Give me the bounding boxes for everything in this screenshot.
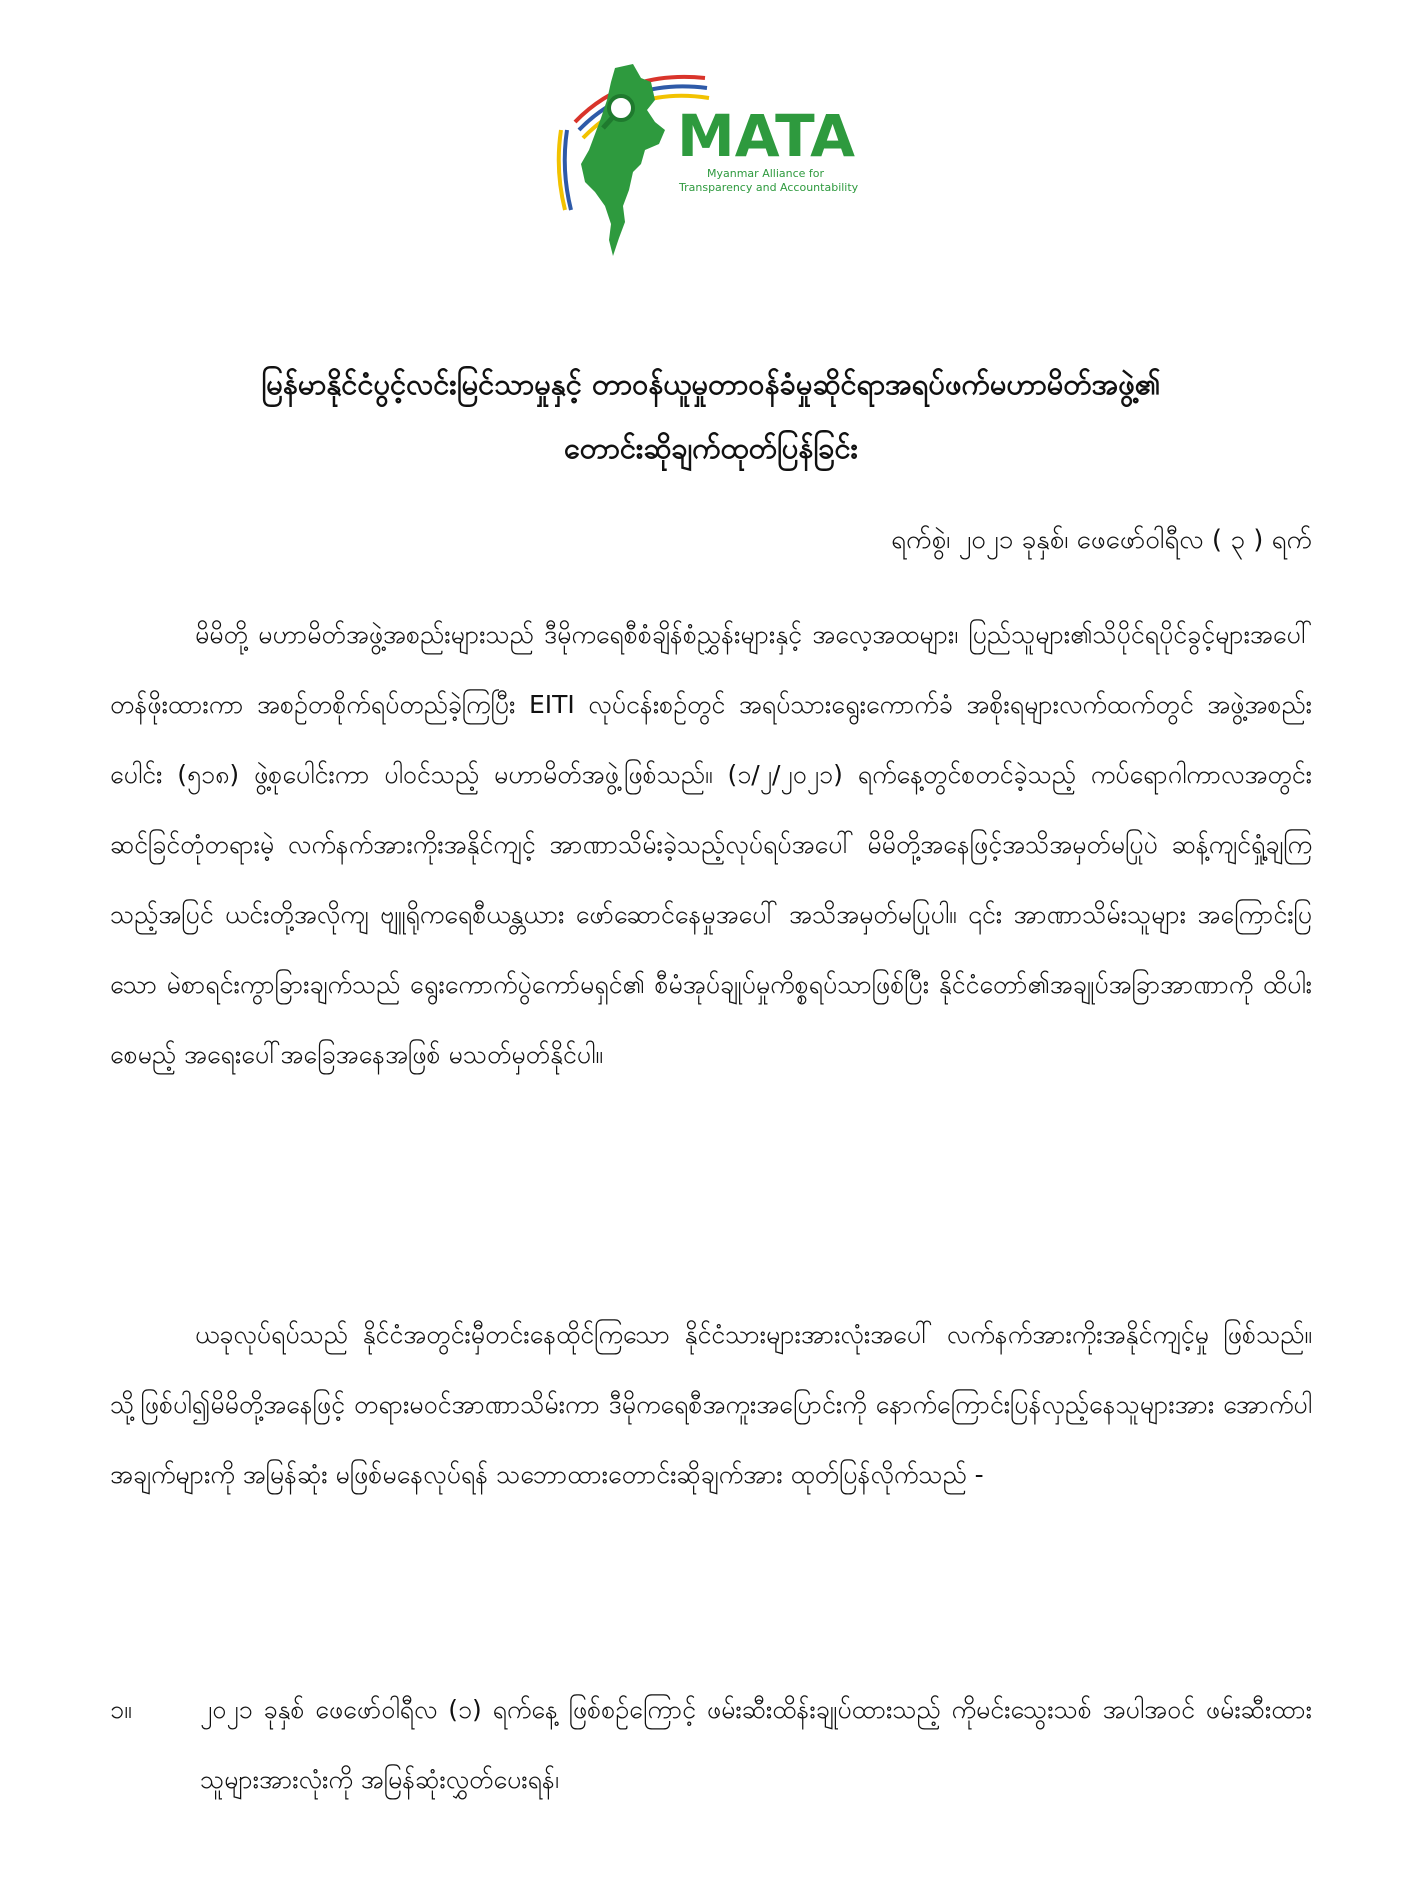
paragraph-2: ယခုလုပ်ရပ်သည် နိုင်ငံအတွင်းမှီတင်းနေထိုင်ကြသော နိုင်ငံသားများအားလုံးအပေါ် လက်နက်အားကိုးအနိုင်ကျင့်မှု ဖြစ်သည်။ သို့ဖြစ်ပါ၍မိမိတို့အနေဖြင့် တရားမဝင်အာဏာသိမ်းကာ ဒီမိုကရေစီအကူးအပြောင်းကို နောက်ကြောင်းပြန်လှည့်နေသူများအား အောက်ပါအချက်များကို အမြန်ဆုံး မဖြစ်မနေလုပ်ရန် သဘောထားတောင်းဆိုချက်အား ထုတ်ပြန်လိုက်သည် -: [110, 1320, 1312, 1489]
document-title: [100, 352, 1322, 480]
logo-tagline-2: Transparency and Accountability: [679, 181, 859, 194]
document-date: ရက်စွဲ၊ ၂၀၂၁ ခုနှစ်၊ ဖေဖော်ဝါရီလ ( ၃ ) ရက်: [891, 525, 1312, 555]
demand-list-item: [110, 1675, 1312, 1815]
list-item-text: ၂၀၂၁ ခုနှစ် ဖေဖော်ဝါရီလ (၁) ရက်နေ့ ဖြစ်စဉ်ကြောင့် ဖမ်းဆီးထိန်းချုပ်ထားသည့် ကိုမင်းသွေးသစ် အပါအဝင် ဖမ်းဆီးထားသူများအားလုံးကို အမြန်ဆုံးလွှတ်ပေးရန်၊: [200, 1695, 1312, 1794]
mata-logo: [555, 60, 875, 260]
list-item-number: ၁။: [110, 1695, 132, 1724]
title-line-1: မြန်မာနိုင်ငံပွင့်လင်းမြင်သာမှုနှင့် တာဝန်ယူမှုတာဝန်ခံမှုဆိုင်ရာအရပ်ဖက်မဟာမိတ်အဖွဲ့၏: [261, 367, 1161, 401]
myanmar-map-logo-icon: [555, 60, 875, 260]
logo-tagline-1: Myanmar Alliance for: [707, 167, 825, 180]
logo-name: MATA: [677, 102, 856, 170]
paragraph-1: မိမိတို့ မဟာမိတ်အဖွဲ့အစည်းများသည် ဒီမိုကရေစီစံချိန်စံညွှန်းများနှင့် အလေ့အထများ၊ ပြည်သူများ၏သိပိုင်ရပိုင်ခွင့်များအပေါ် တန်ဖိုးထားကာ အစဉ်တစိုက်ရပ်တည်ခဲ့ကြပြီး EITI လုပ်ငန်းစဉ်တွင် အရပ်သားရွေးကောက်ခံ အစိုးရများလက်ထက်တွင် အဖွဲ့အစည်းပေါင်း (၅၁၈) ဖွဲ့စုပေါင်းကာ ပါဝင်သည့် မဟာမိတ်အဖွဲ့ဖြစ်သည်။ (၁/၂/၂၀၂၁) ရက်နေ့တွင်စတင်ခဲ့သည့် ကပ်ရောဂါကာလအတွင်း ဆင်ခြင်တုံတရားမဲ့ လက်နက်အားကိုးအနိုင်ကျင့် အာဏာသိမ်းခဲ့သည့်လုပ်ရပ်အပေါ် မိမိတို့အနေဖြင့်အသိအမှတ်မပြုပဲ ဆန့်ကျင်ရှုံ့ချကြသည့်အပြင် ယင်းတို့အလိုကျ ဗျူရိုကရေစီယန္တယား ဖော်ဆောင်နေမှုအပေါ် အသိအမှတ်မပြုပါ။ ၎င်း အာဏာသိမ်းသူများ အကြောင်းပြသော မဲစာရင်းကွာခြားချက်သည် ရွေးကောက်ပွဲကော်မရှင်၏ စီမံအုပ်ချုပ်မှုကိစ္စရပ်သာဖြစ်ပြီး နိုင်ငံတော်၏အချုပ်အခြာအာဏာကို ထိပါးစေမည့် အရေးပေါ်အခြေအနေအဖြစ် မသတ်မှတ်နိုင်ပါ။: [110, 620, 1312, 1069]
title-line-2: တောင်းဆိုချက်ထုတ်ပြန်ခြင်း: [564, 431, 858, 465]
